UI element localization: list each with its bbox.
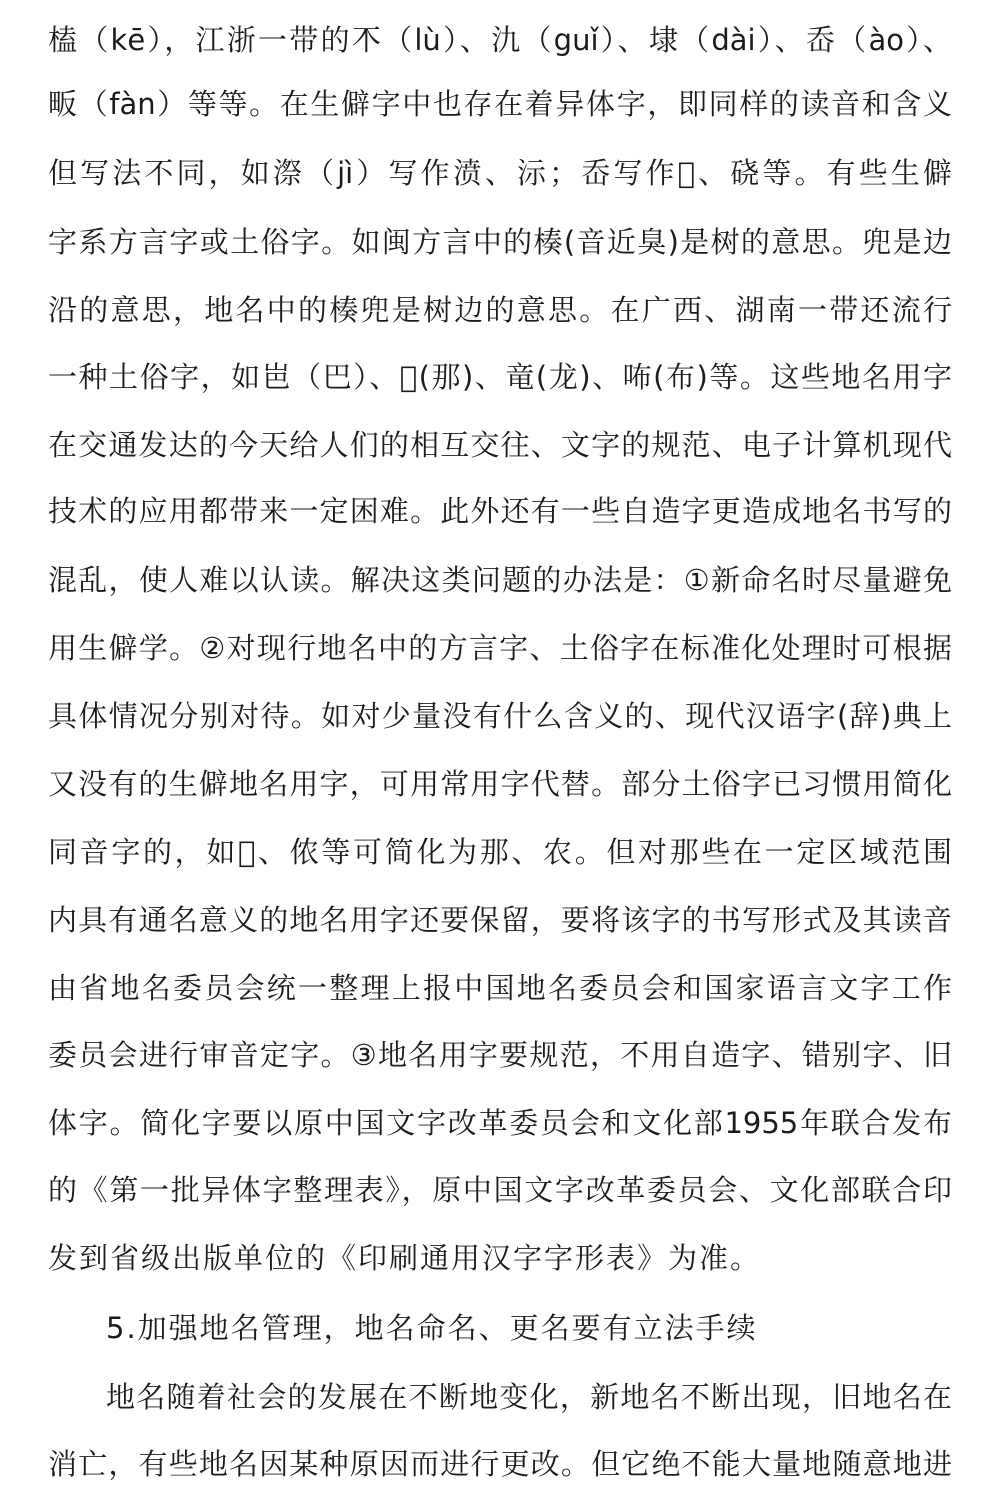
text-line: 消亡，有些地名因某种原因而进行更改。但它绝不能大量地随意地进 [48,1447,952,1481]
text-line: 技术的应用都带来一定困难。此外还有一些自造字更造成地名书写的 [48,494,952,528]
text-line: 又没有的生僻地名用字，可用常用字代替。部分土俗字已习惯用简化 [48,767,952,801]
text-line: 的《第一批异体字整理表》，原中国文字改革委员会、文化部联合印 [48,1173,952,1207]
text-line: 用生僻学。②对现行地名中的方言字、土俗字在标准化处理时可根据 [48,631,952,665]
section-heading: 5.加强地名管理，地名命名、更名要有立法手续 [106,1311,758,1345]
text-line: 但写法不同，如漈（jì）写作𣸣、沶；岙写作𡶨、硗等。有些生僻 [48,156,952,190]
text-line: 一种土俗字，如岜（巴）、𠕎(那)、竜(龙)、咘(布)等。这些地名用字 [48,360,952,394]
text-line: 发到省级出版单位的《印刷通用汉字字形表》为准。 [48,1241,762,1275]
text-line: 由省地名委员会统一整理上报中国地名委员会和国家语言文字工作 [48,971,952,1005]
text-line: 委员会进行审音定字。③地名用字要规范，不用自造字、错别字、旧 [48,1038,952,1072]
text-line: 同音字的，如𠕎、侬等可简化为那、农。但对那些在一定区域范围 [48,835,952,869]
text-line: 具体情况分别对待。如对少量没有什么含义的、现代汉语字(辞)典上 [48,699,952,733]
text-line: 在交通发达的今天给人们的相互交往、文字的规范、电子计算机现代 [48,428,952,462]
text-line: 体字。简化字要以原中国文字改革委员会和文化部1955年联合发布 [48,1106,952,1140]
text-line: 畈（fàn）等等。在生僻字中也存在着异体字，即同样的读音和含义 [48,87,952,121]
text-line: 混乱，使人难以认读。解决这类问题的办法是：①新命名时尽量避免 [48,563,952,597]
paragraph-first-line: 地名随着社会的发展在不断地变化，新地名不断出现，旧地名在 [106,1380,952,1414]
text-line: 榼（kē），江浙一带的𣎴（lù）、氿（guǐ）、埭（dài）、岙（ào）、 [48,23,952,57]
text-line: 字系方言字或土俗字。如闽方言中的楱(音近臭)是树的意思。兜是边 [48,225,952,259]
text-line: 内具有通名意义的地名用字还要保留，要将该字的书写形式及其读音 [48,903,952,937]
text-line: 沿的意思，地名中的楱兜是树边的意思。在广西、湖南一带还流行 [48,293,952,327]
